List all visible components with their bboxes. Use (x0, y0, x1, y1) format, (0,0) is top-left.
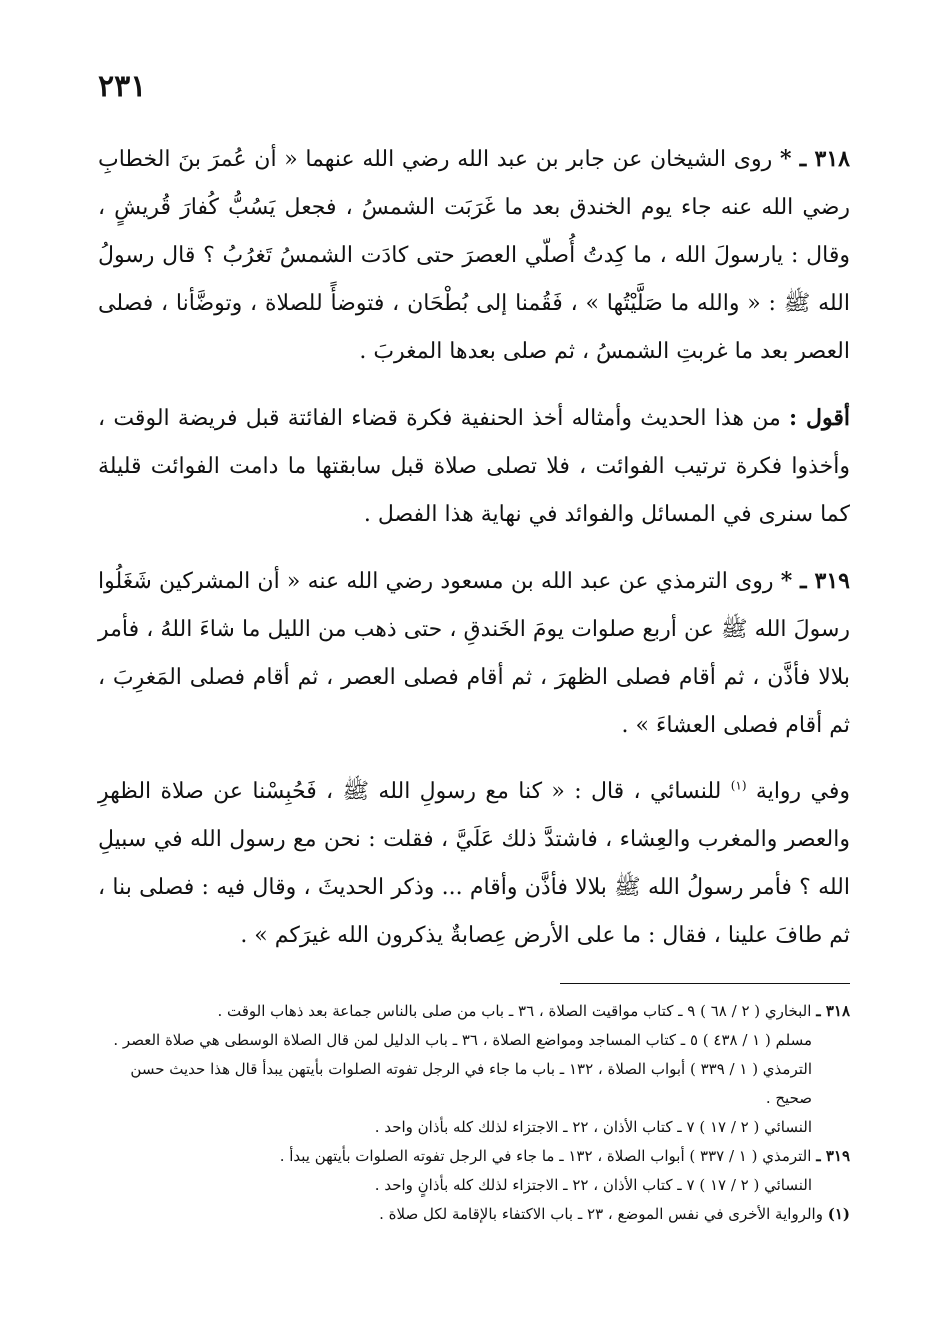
hadith-318-paragraph (98, 135, 850, 376)
footnote-entry (98, 1142, 850, 1171)
paragraph-text: روى الترمذي عن عبد الله بن مسعود رضي الله عنه « أن المشركين شَغَلُوا رسولَ الله ﷺ عن أربع صلوات يومَ الخَندقِ ، حتى ذهب من الليل ما شاءَ اللهُ ، فأمر بلالا فأذَّن ، ثم أقام فصلى الظهرَ ، ثم أقام فصلى العصر ، ثم أقام فصلى المَغرِبَ ، ثم أقام فصلى العشاءَ » . (98, 569, 850, 738)
commentary-label: أقول : (788, 405, 850, 431)
footnote-entry (98, 1113, 850, 1142)
narration-lead: وفي رواية (755, 779, 851, 804)
footnote-number: (١) (827, 1205, 850, 1223)
footnote-text: الترمذي ( ١ / ٣٣٩ ) أبواب الصلاة ، ١٣٢ ـ باب ما جاء في الرجل تفوته الصلوات بأيتهن يبدأ قال هذا حديث حسن صحيح . (130, 1060, 812, 1107)
hadith-319-paragraph (98, 557, 850, 750)
footnote-entry (98, 1026, 850, 1055)
footnote-entry (98, 1171, 850, 1200)
paragraph-text: للنسائي ، قال : « كنا مع رسولِ الله ﷺ ، فَحُبِسْنا عن صلاة الظهرِ والعصر والمغرب والعِشاء ، فاشتدَّ ذلك عَلَيَّ ، فقلت : نحن مع رسول الله في سبيلِ الله ؟ فأمر رسولُ الله ﷺ بلالا فأذَّن وأقام ... وذكر الحديثَ ، وقال فيه : فصلى بنا ، ثم طافَ علينا ، فقال : ما على الأرض عِصابةٌ يذكرون الله غيرَكم » . (98, 779, 850, 948)
narration-paragraph (98, 768, 850, 960)
paragraph-text: روى الشيخان عن جابر بن عبد الله رضي الله عنهما « أن عُمرَ بنَ الخطابِ رضي الله عنه جاء يوم الخندق بعد ما غَرَبَت الشمسُ ، فجعل يَسُبُّ كُفارَ قُريشٍ ، وقال : يارسولَ الله ، ما كِدتُ أُصلّي العصرَ حتى كادَت الشمسُ تَغرُبُ ؟ قال رسولُ الله ﷺ : « والله ما صَلَّيْتُها » ، فَقُمنا إلى بُطْحَان ، فتوضأً للصلاة ، وتوضَّأنا ، فصلى العصر بعد ما غربتِ الشمسُ ، ثم صلى بعدها المغربَ . (98, 147, 850, 364)
commentary-paragraph (98, 394, 850, 539)
footnote-number: ٣١٨ ـ (816, 1002, 850, 1020)
main-text (98, 135, 850, 960)
paragraph-text: من هذا الحديث وأمثاله أخذ الحنفية فكرة قضاء الفائتة قبل فريضة الوقت ، وأخذوا فكرة ترتيب الفوائت ، فلا تصلى صلاة قبل سابقتها ما دامت الفوائت قليلة كما سنرى في المسائل والفوائد في نهاية هذا الفصل . (98, 406, 850, 527)
footnote-marker[interactable]: (١) (730, 778, 747, 793)
footnote-text: الترمذي ( ١ / ٣٣٧ ) أبواب الصلاة ، ١٣٢ ـ ما جاء في الرجل تفوته الصلوات بأيتهن يبدأ . (279, 1147, 817, 1165)
footnote-text: النسائي ( ٢ / ١٧ ) ٧ ـ كتاب الأذان ، ٢٢ ـ الاجتزاء لذلك كله بأذانٍ واحد . (374, 1176, 812, 1194)
footnote-divider (560, 983, 850, 984)
footnotes (98, 997, 850, 1229)
footnote-text: البخاري ( ٢ / ٦٨ ) ٩ ـ كتاب مواقيت الصلاة ، ٣٦ ـ باب من صلى بالناس جماعة بعد ذهاب الوقت . (217, 1002, 817, 1020)
hadith-number: ٣١٩ ـ * (780, 568, 850, 594)
footnote-text: والرواية الأخرى في نفس الموضع ، ٢٣ ـ باب الاكتفاء بالإقامة لكل صلاة . (379, 1205, 828, 1223)
footnote-number: ٣١٩ ـ (816, 1147, 850, 1165)
hadith-number: ٣١٨ ـ * (779, 146, 850, 172)
page-number: ٢٣١ (98, 69, 147, 104)
footnote-text: النسائي ( ٢ / ١٧ ) ٧ ـ كتاب الأذان ، ٢٢ ـ الاجتزاء لذلك كله بأذان واحد . (374, 1118, 812, 1136)
footnote-entry (98, 1200, 850, 1229)
footnote-entry (98, 997, 850, 1026)
footnote-text: مسلم ( ١ / ٤٣٨ ) ٥ ـ كتاب المساجد ومواضع الصلاة ، ٣٦ ـ باب الدليل لمن قال الصلاة الوسطى هي صلاة العصر . (113, 1031, 812, 1049)
footnote-entry (98, 1055, 850, 1113)
